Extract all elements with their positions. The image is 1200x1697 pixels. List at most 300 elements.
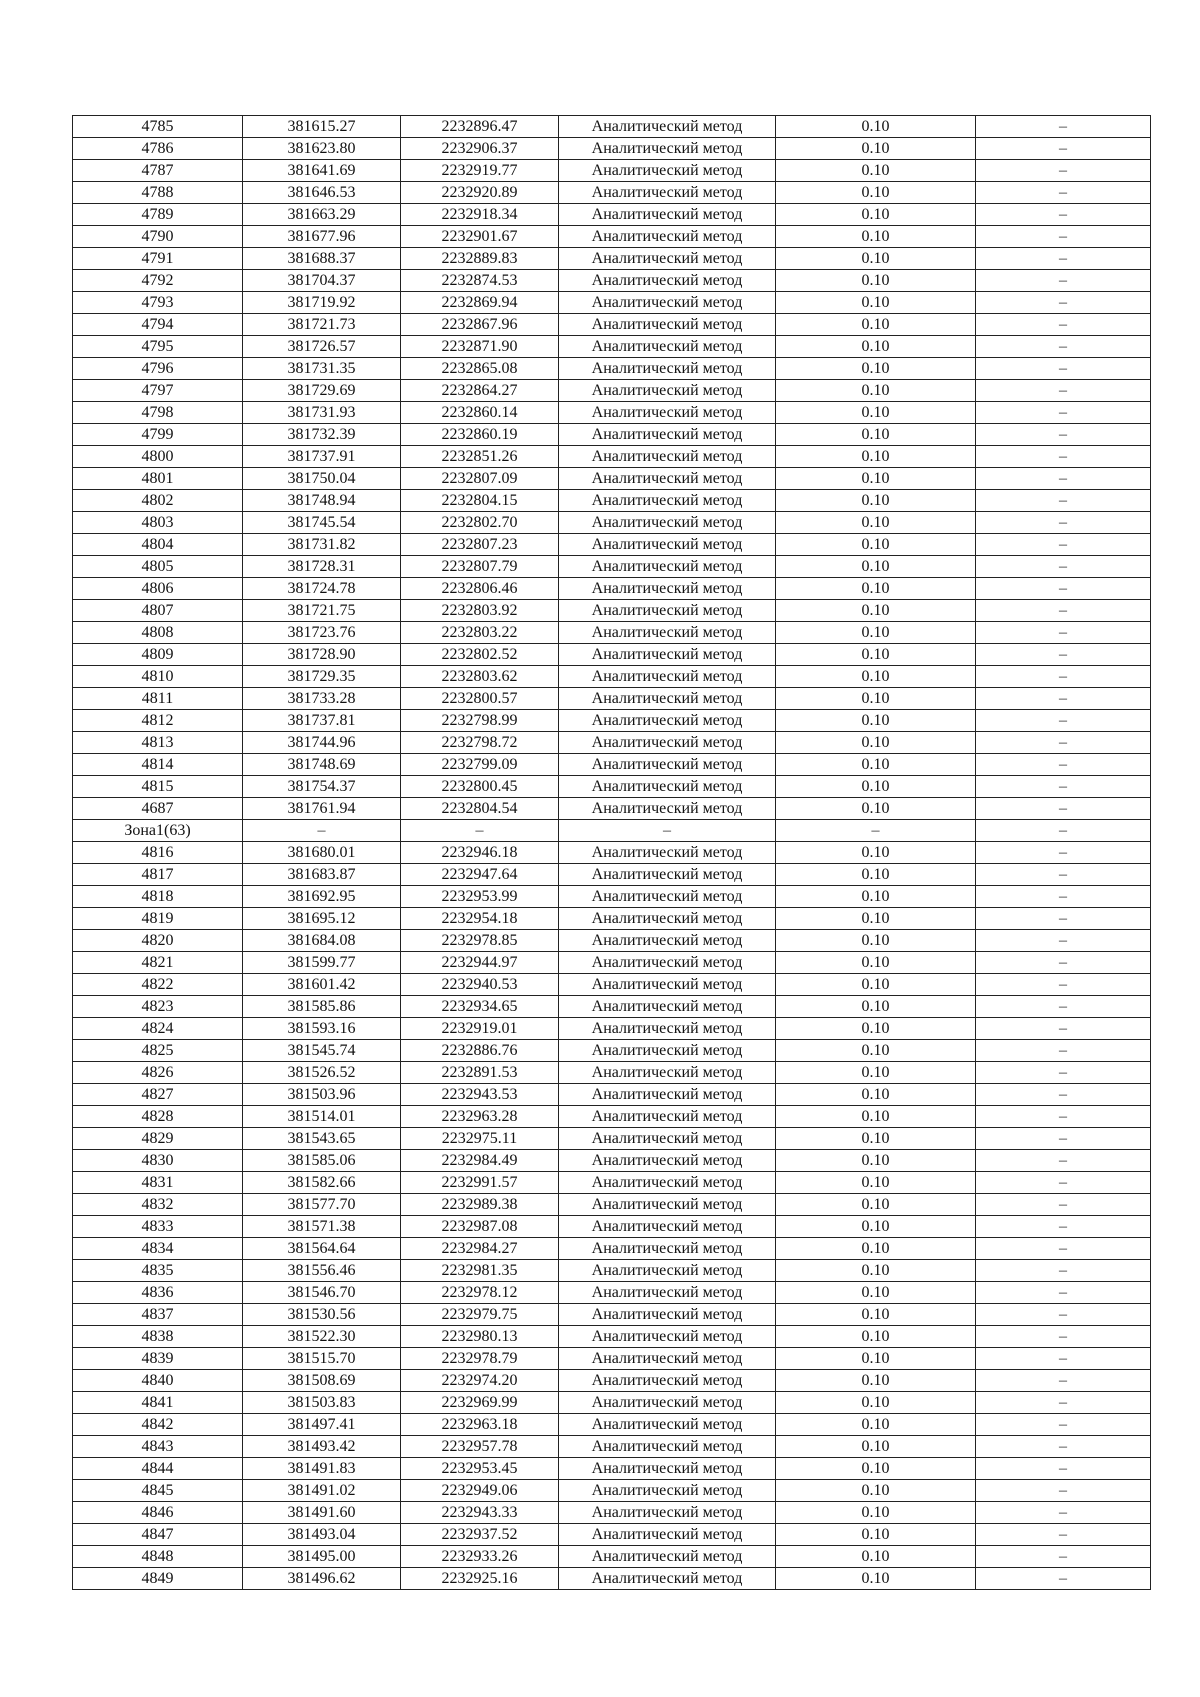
table-row — [73, 314, 1151, 336]
method-cell: Аналитический метод — [559, 1348, 776, 1370]
accuracy-cell: 0.10 — [776, 1502, 976, 1524]
point-number-cell: 4786 — [73, 138, 243, 160]
method-cell: Аналитический метод — [559, 446, 776, 468]
table-row — [73, 1128, 1151, 1150]
table-row — [73, 138, 1151, 160]
x-coordinate-cell: 381585.06 — [243, 1150, 401, 1172]
x-coordinate-cell: 381729.69 — [243, 380, 401, 402]
table-row — [73, 842, 1151, 864]
accuracy-cell: 0.10 — [776, 468, 976, 490]
table-row — [73, 688, 1151, 710]
method-cell: Аналитический метод — [559, 776, 776, 798]
x-coordinate-cell: 381503.96 — [243, 1084, 401, 1106]
x-coordinate-cell: 381684.08 — [243, 930, 401, 952]
table-row — [73, 226, 1151, 248]
accuracy-cell: 0.10 — [776, 1568, 976, 1590]
x-coordinate-cell: 381732.39 — [243, 424, 401, 446]
note-cell: – — [976, 248, 1151, 270]
table-row — [73, 710, 1151, 732]
point-number-cell: 4843 — [73, 1436, 243, 1458]
y-coordinate-cell: 2232947.64 — [401, 864, 559, 886]
method-cell: Аналитический метод — [559, 886, 776, 908]
table-row — [73, 820, 1151, 842]
method-cell: Аналитический метод — [559, 556, 776, 578]
note-cell: – — [976, 1238, 1151, 1260]
point-number-cell: 4839 — [73, 1348, 243, 1370]
note-cell: – — [976, 336, 1151, 358]
point-number-cell: 4788 — [73, 182, 243, 204]
y-coordinate-cell: 2232803.22 — [401, 622, 559, 644]
note-cell: – — [976, 952, 1151, 974]
table-row — [73, 776, 1151, 798]
method-cell: Аналитический метод — [559, 1458, 776, 1480]
x-coordinate-cell: 381721.75 — [243, 600, 401, 622]
point-number-cell: 4844 — [73, 1458, 243, 1480]
note-cell: – — [976, 1414, 1151, 1436]
y-coordinate-cell: 2232918.34 — [401, 204, 559, 226]
point-number-cell: 4806 — [73, 578, 243, 600]
table-row — [73, 512, 1151, 534]
note-cell: – — [976, 402, 1151, 424]
accuracy-cell: 0.10 — [776, 952, 976, 974]
note-cell: – — [976, 908, 1151, 930]
method-cell: Аналитический метод — [559, 424, 776, 446]
method-cell: Аналитический метод — [559, 1546, 776, 1568]
table-row — [73, 1458, 1151, 1480]
x-coordinate-cell: 381496.62 — [243, 1568, 401, 1590]
point-number-cell: 4813 — [73, 732, 243, 754]
point-number-cell: 4837 — [73, 1304, 243, 1326]
y-coordinate-cell: 2232906.37 — [401, 138, 559, 160]
method-cell: Аналитический метод — [559, 754, 776, 776]
point-number-cell: 4800 — [73, 446, 243, 468]
accuracy-cell: 0.10 — [776, 314, 976, 336]
point-number-cell: 4805 — [73, 556, 243, 578]
note-cell: – — [976, 226, 1151, 248]
note-cell: – — [976, 1282, 1151, 1304]
table-row — [73, 578, 1151, 600]
accuracy-cell: 0.10 — [776, 138, 976, 160]
x-coordinate-cell: 381761.94 — [243, 798, 401, 820]
y-coordinate-cell: 2232886.76 — [401, 1040, 559, 1062]
note-cell: – — [976, 1150, 1151, 1172]
x-coordinate-cell: 381599.77 — [243, 952, 401, 974]
table-row — [73, 534, 1151, 556]
method-cell: Аналитический метод — [559, 1260, 776, 1282]
y-coordinate-cell: 2232865.08 — [401, 358, 559, 380]
accuracy-cell: 0.10 — [776, 1238, 976, 1260]
method-cell: – — [559, 820, 776, 842]
point-number-cell: 4849 — [73, 1568, 243, 1590]
method-cell: Аналитический метод — [559, 1392, 776, 1414]
method-cell: Аналитический метод — [559, 512, 776, 534]
y-coordinate-cell: 2232802.70 — [401, 512, 559, 534]
accuracy-cell: 0.10 — [776, 754, 976, 776]
table-row — [73, 1084, 1151, 1106]
y-coordinate-cell: 2232991.57 — [401, 1172, 559, 1194]
method-cell: Аналитический метод — [559, 1524, 776, 1546]
method-cell: Аналитический метод — [559, 1414, 776, 1436]
point-number-cell: 4799 — [73, 424, 243, 446]
note-cell: – — [976, 1304, 1151, 1326]
table-row — [73, 1370, 1151, 1392]
x-coordinate-cell: 381688.37 — [243, 248, 401, 270]
table-row — [73, 1502, 1151, 1524]
accuracy-cell: 0.10 — [776, 1436, 976, 1458]
method-cell: Аналитический метод — [559, 1084, 776, 1106]
x-coordinate-cell: 381543.65 — [243, 1128, 401, 1150]
method-cell: Аналитический метод — [559, 534, 776, 556]
note-cell: – — [976, 798, 1151, 820]
accuracy-cell: 0.10 — [776, 1414, 976, 1436]
point-number-cell: 4790 — [73, 226, 243, 248]
y-coordinate-cell: 2232953.45 — [401, 1458, 559, 1480]
method-cell: Аналитический метод — [559, 710, 776, 732]
y-coordinate-cell: 2232954.18 — [401, 908, 559, 930]
y-coordinate-cell: 2232989.38 — [401, 1194, 559, 1216]
y-coordinate-cell: 2232860.19 — [401, 424, 559, 446]
method-cell: Аналитический метод — [559, 1106, 776, 1128]
table-row — [73, 1018, 1151, 1040]
table-row — [73, 974, 1151, 996]
x-coordinate-cell: 381530.56 — [243, 1304, 401, 1326]
y-coordinate-cell: 2232925.16 — [401, 1568, 559, 1590]
x-coordinate-cell: 381723.76 — [243, 622, 401, 644]
accuracy-cell: 0.10 — [776, 908, 976, 930]
table-row — [73, 1150, 1151, 1172]
accuracy-cell: 0.10 — [776, 204, 976, 226]
method-cell: Аналитический метод — [559, 248, 776, 270]
note-cell: – — [976, 1436, 1151, 1458]
method-cell: Аналитический метод — [559, 468, 776, 490]
accuracy-cell: 0.10 — [776, 226, 976, 248]
y-coordinate-cell: 2232800.57 — [401, 688, 559, 710]
point-number-cell: 4827 — [73, 1084, 243, 1106]
x-coordinate-cell: 381615.27 — [243, 116, 401, 138]
x-coordinate-cell: 381731.93 — [243, 402, 401, 424]
method-cell: Аналитический метод — [559, 226, 776, 248]
accuracy-cell: 0.10 — [776, 1370, 976, 1392]
method-cell: Аналитический метод — [559, 622, 776, 644]
y-coordinate-cell: 2232969.99 — [401, 1392, 559, 1414]
note-cell: – — [976, 776, 1151, 798]
note-cell: – — [976, 380, 1151, 402]
table-row — [73, 1282, 1151, 1304]
point-number-cell: 4687 — [73, 798, 243, 820]
y-coordinate-cell: 2232864.27 — [401, 380, 559, 402]
x-coordinate-cell: 381728.31 — [243, 556, 401, 578]
point-number-cell: 4847 — [73, 1524, 243, 1546]
x-coordinate-cell: 381744.96 — [243, 732, 401, 754]
point-number-cell: 4794 — [73, 314, 243, 336]
note-cell: – — [976, 1172, 1151, 1194]
y-coordinate-cell: 2232871.90 — [401, 336, 559, 358]
point-number-cell: 4803 — [73, 512, 243, 534]
y-coordinate-cell: 2232975.11 — [401, 1128, 559, 1150]
y-coordinate-cell: 2232919.01 — [401, 1018, 559, 1040]
note-cell: – — [976, 996, 1151, 1018]
table-row — [73, 886, 1151, 908]
table-row — [73, 1194, 1151, 1216]
table-row — [73, 644, 1151, 666]
accuracy-cell: 0.10 — [776, 248, 976, 270]
method-cell: Аналитический метод — [559, 1282, 776, 1304]
accuracy-cell: 0.10 — [776, 710, 976, 732]
y-coordinate-cell: 2232807.09 — [401, 468, 559, 490]
x-coordinate-cell: 381491.60 — [243, 1502, 401, 1524]
accuracy-cell: 0.10 — [776, 1062, 976, 1084]
accuracy-cell: 0.10 — [776, 1546, 976, 1568]
y-coordinate-cell: 2232981.35 — [401, 1260, 559, 1282]
note-cell: – — [976, 556, 1151, 578]
point-number-cell: 4829 — [73, 1128, 243, 1150]
point-number-cell: 4848 — [73, 1546, 243, 1568]
table-row — [73, 754, 1151, 776]
note-cell: – — [976, 292, 1151, 314]
x-coordinate-cell: 381545.74 — [243, 1040, 401, 1062]
x-coordinate-cell: 381663.29 — [243, 204, 401, 226]
method-cell: Аналитический метод — [559, 1018, 776, 1040]
table-row — [73, 1216, 1151, 1238]
note-cell: – — [976, 1194, 1151, 1216]
accuracy-cell: 0.10 — [776, 1040, 976, 1062]
note-cell: – — [976, 930, 1151, 952]
note-cell: – — [976, 446, 1151, 468]
x-coordinate-cell: 381731.35 — [243, 358, 401, 380]
point-number-cell: 4833 — [73, 1216, 243, 1238]
x-coordinate-cell: 381733.28 — [243, 688, 401, 710]
table-row — [73, 160, 1151, 182]
note-cell: – — [976, 1480, 1151, 1502]
method-cell: Аналитический метод — [559, 1128, 776, 1150]
note-cell: – — [976, 1348, 1151, 1370]
table-row — [73, 424, 1151, 446]
y-coordinate-cell: 2232920.89 — [401, 182, 559, 204]
point-number-cell: 4835 — [73, 1260, 243, 1282]
accuracy-cell: 0.10 — [776, 1304, 976, 1326]
y-coordinate-cell: 2232933.26 — [401, 1546, 559, 1568]
accuracy-cell: 0.10 — [776, 622, 976, 644]
note-cell: – — [976, 1216, 1151, 1238]
x-coordinate-cell: 381556.46 — [243, 1260, 401, 1282]
accuracy-cell: 0.10 — [776, 1326, 976, 1348]
note-cell: – — [976, 732, 1151, 754]
table-row — [73, 1304, 1151, 1326]
point-number-cell: 4841 — [73, 1392, 243, 1414]
method-cell: Аналитический метод — [559, 160, 776, 182]
note-cell: – — [976, 754, 1151, 776]
point-number-cell: 4789 — [73, 204, 243, 226]
method-cell: Аналитический метод — [559, 644, 776, 666]
y-coordinate-cell: 2232806.46 — [401, 578, 559, 600]
note-cell: – — [976, 974, 1151, 996]
y-coordinate-cell: 2232802.52 — [401, 644, 559, 666]
x-coordinate-cell: 381514.01 — [243, 1106, 401, 1128]
method-cell: Аналитический метод — [559, 1436, 776, 1458]
y-coordinate-cell: 2232867.96 — [401, 314, 559, 336]
x-coordinate-cell: 381748.69 — [243, 754, 401, 776]
table-row — [73, 1524, 1151, 1546]
x-coordinate-cell: 381719.92 — [243, 292, 401, 314]
x-coordinate-cell: 381726.57 — [243, 336, 401, 358]
accuracy-cell: 0.10 — [776, 798, 976, 820]
table-row — [73, 1172, 1151, 1194]
note-cell: – — [976, 578, 1151, 600]
y-coordinate-cell: 2232937.52 — [401, 1524, 559, 1546]
table-row — [73, 864, 1151, 886]
accuracy-cell: 0.10 — [776, 1458, 976, 1480]
y-coordinate-cell: 2232946.18 — [401, 842, 559, 864]
y-coordinate-cell: 2232934.65 — [401, 996, 559, 1018]
method-cell: Аналитический метод — [559, 908, 776, 930]
table-row — [73, 270, 1151, 292]
method-cell: Аналитический метод — [559, 380, 776, 402]
accuracy-cell: 0.10 — [776, 1084, 976, 1106]
point-number-cell: 4807 — [73, 600, 243, 622]
y-coordinate-cell: 2232851.26 — [401, 446, 559, 468]
x-coordinate-cell: 381564.64 — [243, 1238, 401, 1260]
x-coordinate-cell: 381526.52 — [243, 1062, 401, 1084]
accuracy-cell: 0.10 — [776, 160, 976, 182]
table-row — [73, 622, 1151, 644]
point-number-cell: 4785 — [73, 116, 243, 138]
y-coordinate-cell: 2232804.54 — [401, 798, 559, 820]
point-number-cell: 4836 — [73, 1282, 243, 1304]
x-coordinate-cell: 381724.78 — [243, 578, 401, 600]
point-number-cell: 4828 — [73, 1106, 243, 1128]
method-cell: Аналитический метод — [559, 182, 776, 204]
accuracy-cell: 0.10 — [776, 1128, 976, 1150]
point-number-cell: 4831 — [73, 1172, 243, 1194]
note-cell: – — [976, 490, 1151, 512]
table-row — [73, 732, 1151, 754]
y-coordinate-cell: 2232984.49 — [401, 1150, 559, 1172]
x-coordinate-cell: 381582.66 — [243, 1172, 401, 1194]
table-row — [73, 248, 1151, 270]
x-coordinate-cell: – — [243, 820, 401, 842]
accuracy-cell: 0.10 — [776, 1524, 976, 1546]
y-coordinate-cell: 2232943.33 — [401, 1502, 559, 1524]
x-coordinate-cell: 381491.83 — [243, 1458, 401, 1480]
x-coordinate-cell: 381646.53 — [243, 182, 401, 204]
method-cell: Аналитический метод — [559, 116, 776, 138]
table-row — [73, 1436, 1151, 1458]
accuracy-cell: 0.10 — [776, 996, 976, 1018]
y-coordinate-cell: 2232963.28 — [401, 1106, 559, 1128]
method-cell: Аналитический метод — [559, 292, 776, 314]
x-coordinate-cell: 381623.80 — [243, 138, 401, 160]
accuracy-cell: 0.10 — [776, 336, 976, 358]
x-coordinate-cell: 381503.83 — [243, 1392, 401, 1414]
point-number-cell: 4823 — [73, 996, 243, 1018]
table-row — [73, 1392, 1151, 1414]
y-coordinate-cell: 2232798.72 — [401, 732, 559, 754]
method-cell: Аналитический метод — [559, 1040, 776, 1062]
point-number-cell: 4820 — [73, 930, 243, 952]
y-coordinate-cell: 2232799.09 — [401, 754, 559, 776]
method-cell: Аналитический метод — [559, 1370, 776, 1392]
x-coordinate-cell: 381497.41 — [243, 1414, 401, 1436]
method-cell: Аналитический метод — [559, 1238, 776, 1260]
x-coordinate-cell: 381692.95 — [243, 886, 401, 908]
y-coordinate-cell: 2232953.99 — [401, 886, 559, 908]
note-cell: – — [976, 886, 1151, 908]
accuracy-cell: 0.10 — [776, 688, 976, 710]
x-coordinate-cell: 381491.02 — [243, 1480, 401, 1502]
x-coordinate-cell: 381571.38 — [243, 1216, 401, 1238]
table-row — [73, 1106, 1151, 1128]
point-number-cell: 4804 — [73, 534, 243, 556]
y-coordinate-cell: 2232984.27 — [401, 1238, 559, 1260]
note-cell: – — [976, 1062, 1151, 1084]
x-coordinate-cell: 381677.96 — [243, 226, 401, 248]
note-cell: – — [976, 1106, 1151, 1128]
method-cell: Аналитический метод — [559, 1480, 776, 1502]
accuracy-cell: 0.10 — [776, 930, 976, 952]
note-cell: – — [976, 1392, 1151, 1414]
x-coordinate-cell: 381737.81 — [243, 710, 401, 732]
note-cell: – — [976, 534, 1151, 556]
note-cell: – — [976, 1568, 1151, 1590]
point-number-cell: 4801 — [73, 468, 243, 490]
point-number-cell: 4834 — [73, 1238, 243, 1260]
table-row — [73, 1040, 1151, 1062]
note-cell: – — [976, 1128, 1151, 1150]
point-number-cell: 4842 — [73, 1414, 243, 1436]
y-coordinate-cell: 2232940.53 — [401, 974, 559, 996]
accuracy-cell: 0.10 — [776, 534, 976, 556]
x-coordinate-cell: 381704.37 — [243, 270, 401, 292]
note-cell: – — [976, 424, 1151, 446]
x-coordinate-cell: 381737.91 — [243, 446, 401, 468]
x-coordinate-cell: 381721.73 — [243, 314, 401, 336]
note-cell: – — [976, 1502, 1151, 1524]
table-row — [73, 1326, 1151, 1348]
note-cell: – — [976, 182, 1151, 204]
table-row — [73, 182, 1151, 204]
x-coordinate-cell: 381585.86 — [243, 996, 401, 1018]
x-coordinate-cell: 381729.35 — [243, 666, 401, 688]
table-row — [73, 1348, 1151, 1370]
table-body — [73, 116, 1151, 1590]
point-number-cell: 4793 — [73, 292, 243, 314]
table-row — [73, 1260, 1151, 1282]
method-cell: Аналитический метод — [559, 732, 776, 754]
table-row — [73, 908, 1151, 930]
x-coordinate-cell: 381728.90 — [243, 644, 401, 666]
point-number-cell: 4830 — [73, 1150, 243, 1172]
y-coordinate-cell: 2232901.67 — [401, 226, 559, 248]
accuracy-cell: 0.10 — [776, 974, 976, 996]
note-cell: – — [976, 1546, 1151, 1568]
x-coordinate-cell: 381754.37 — [243, 776, 401, 798]
method-cell: Аналитический метод — [559, 138, 776, 160]
point-number-cell: 4825 — [73, 1040, 243, 1062]
note-cell: – — [976, 688, 1151, 710]
point-number-cell: 4845 — [73, 1480, 243, 1502]
method-cell: Аналитический метод — [559, 1062, 776, 1084]
y-coordinate-cell: 2232798.99 — [401, 710, 559, 732]
point-number-cell: 4787 — [73, 160, 243, 182]
accuracy-cell: 0.10 — [776, 842, 976, 864]
y-coordinate-cell: 2232980.13 — [401, 1326, 559, 1348]
y-coordinate-cell: 2232869.94 — [401, 292, 559, 314]
y-coordinate-cell: 2232860.14 — [401, 402, 559, 424]
point-number-cell: 4821 — [73, 952, 243, 974]
method-cell: Аналитический метод — [559, 1326, 776, 1348]
note-cell: – — [976, 1260, 1151, 1282]
point-number-cell: 4796 — [73, 358, 243, 380]
